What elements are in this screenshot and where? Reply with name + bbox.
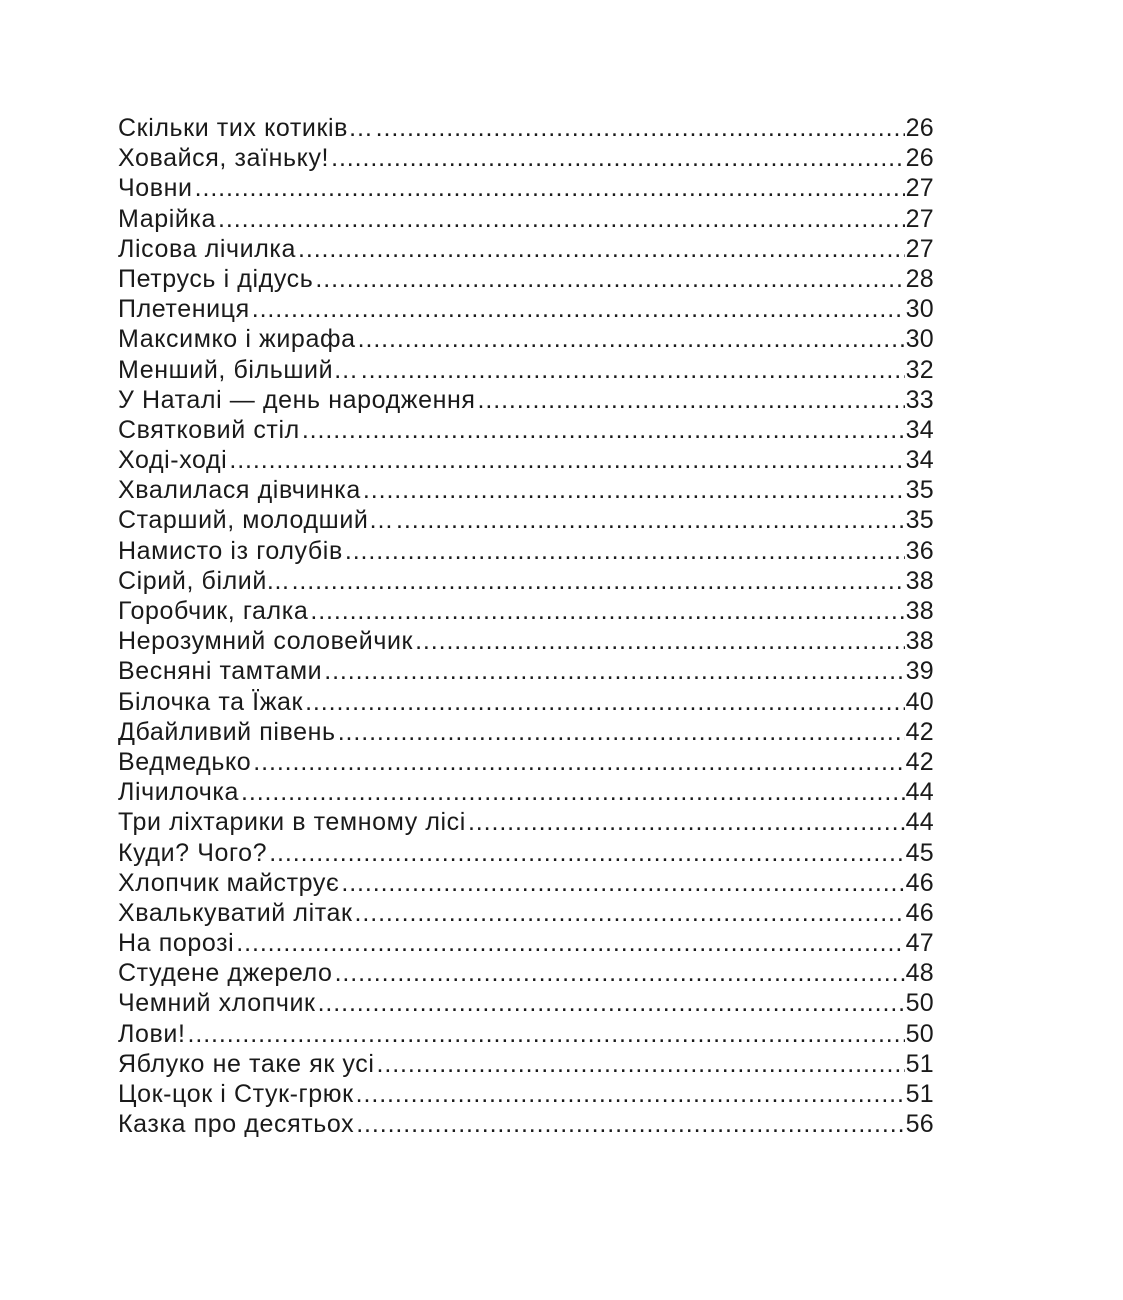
dot-leader bbox=[356, 1079, 905, 1109]
dot-leader bbox=[361, 355, 905, 385]
toc-entry-title: Менший, більший… bbox=[118, 355, 359, 384]
dot-leader bbox=[478, 385, 905, 415]
toc-entry[interactable] bbox=[118, 1109, 934, 1139]
toc-entry-page-number: 40 bbox=[905, 687, 934, 716]
toc-entry[interactable] bbox=[118, 747, 934, 777]
dot-leader bbox=[298, 234, 905, 264]
toc-entry-title: Дбайливий півень bbox=[118, 717, 336, 746]
toc-entry[interactable] bbox=[118, 143, 934, 173]
dot-leader bbox=[355, 898, 905, 928]
toc-entry-page-number: 26 bbox=[905, 144, 934, 173]
toc-entry[interactable] bbox=[118, 656, 934, 686]
toc-entry-page-number: 45 bbox=[905, 838, 934, 867]
toc-entry-title: На порозі bbox=[118, 929, 235, 958]
dot-leader bbox=[292, 566, 905, 596]
toc-entry[interactable] bbox=[118, 687, 934, 717]
toc-entry-page-number: 28 bbox=[905, 264, 934, 293]
toc-entry-page-number: 48 bbox=[905, 959, 934, 988]
toc-entry-title: Лічилочка bbox=[118, 778, 239, 807]
toc-entry-page-number: 38 bbox=[905, 627, 934, 656]
toc-entry-page-number: 39 bbox=[905, 657, 934, 686]
dot-leader bbox=[338, 717, 905, 747]
toc-entry-page-number: 32 bbox=[905, 355, 934, 384]
table-of-contents bbox=[118, 113, 934, 1139]
toc-entry-title: Весняні тамтами bbox=[118, 657, 323, 686]
toc-entry[interactable] bbox=[118, 626, 934, 656]
toc-entry-page-number: 46 bbox=[905, 868, 934, 897]
toc-entry-title: Білочка та Їжак bbox=[118, 687, 304, 716]
dot-leader bbox=[415, 626, 905, 656]
toc-entry[interactable] bbox=[118, 807, 934, 837]
toc-entry[interactable] bbox=[118, 1079, 934, 1109]
dot-leader bbox=[305, 687, 905, 717]
toc-entry-page-number: 30 bbox=[905, 325, 934, 354]
toc-entry-title: Лови! bbox=[118, 1019, 186, 1048]
toc-entry[interactable] bbox=[118, 173, 934, 203]
toc-entry-page-number: 47 bbox=[905, 929, 934, 958]
toc-entry-title: Куди? Чого? bbox=[118, 838, 268, 867]
dot-leader bbox=[324, 656, 904, 686]
toc-entry-title: Сірий, білий... bbox=[118, 566, 290, 595]
toc-entry-title: Три ліхтарики в темному лісі bbox=[118, 808, 466, 837]
toc-entry-title: Казка про десятьох bbox=[118, 1110, 355, 1139]
toc-entry-page-number: 30 bbox=[905, 295, 934, 324]
toc-entry-title: Старший, молодший… bbox=[118, 506, 395, 535]
toc-entry[interactable] bbox=[118, 234, 934, 264]
toc-entry[interactable] bbox=[118, 596, 934, 626]
toc-entry-page-number: 51 bbox=[905, 1049, 934, 1078]
dot-leader bbox=[356, 1109, 904, 1139]
toc-entry-page-number: 50 bbox=[905, 1019, 934, 1048]
toc-entry[interactable] bbox=[118, 445, 934, 475]
toc-entry-title: Святковий стіл bbox=[118, 415, 300, 444]
toc-entry[interactable] bbox=[118, 898, 934, 928]
toc-entry-title: Горобчик, галка bbox=[118, 597, 309, 625]
toc-entry-page-number: 44 bbox=[905, 808, 934, 837]
toc-entry-page-number: 36 bbox=[905, 536, 934, 565]
toc-entry[interactable] bbox=[118, 264, 934, 294]
toc-entry-title: У Наталі — день народження bbox=[118, 385, 476, 414]
toc-entry-page-number: 50 bbox=[905, 989, 934, 1018]
toc-entry-page-number: 26 bbox=[905, 114, 934, 142]
dot-leader bbox=[229, 445, 904, 475]
toc-entry-title: Ході-ході bbox=[118, 446, 228, 475]
toc-entry-title: Цок-цок і Стук-грюк bbox=[118, 1080, 354, 1108]
dot-leader bbox=[302, 415, 905, 445]
toc-entry[interactable] bbox=[118, 113, 934, 143]
toc-entry[interactable] bbox=[118, 958, 934, 988]
toc-entry-page-number: 27 bbox=[905, 204, 934, 233]
toc-entry[interactable] bbox=[118, 1049, 934, 1079]
dot-leader bbox=[345, 536, 905, 566]
dot-leader bbox=[468, 807, 905, 837]
toc-entry-page-number: 34 bbox=[905, 415, 934, 444]
toc-entry-title: Ховайся, заїньку! bbox=[118, 144, 330, 173]
toc-entry[interactable] bbox=[118, 717, 934, 747]
dot-leader bbox=[195, 173, 905, 203]
toc-entry[interactable] bbox=[118, 566, 934, 596]
toc-entry-page-number: 44 bbox=[905, 778, 934, 807]
toc-entry-title: Петрусь і дідусь bbox=[118, 264, 314, 293]
toc-entry-page-number: 42 bbox=[905, 717, 934, 746]
toc-entry[interactable] bbox=[118, 415, 934, 445]
dot-leader bbox=[252, 294, 905, 324]
toc-entry[interactable] bbox=[118, 536, 934, 566]
toc-entry-title: Ведмедько bbox=[118, 747, 252, 776]
dot-leader bbox=[253, 747, 904, 777]
dot-leader bbox=[331, 143, 904, 173]
toc-entry-title: Човни bbox=[118, 174, 193, 203]
dot-leader bbox=[376, 113, 905, 143]
toc-entry-page-number: 35 bbox=[905, 476, 934, 505]
dot-leader bbox=[315, 264, 904, 294]
toc-entry[interactable] bbox=[118, 868, 934, 898]
toc-entry[interactable] bbox=[118, 838, 934, 868]
toc-entry-title: Хвалилася дівчинка bbox=[118, 476, 361, 505]
toc-entry-title: Яблуко не таке як усі bbox=[118, 1049, 375, 1078]
dot-leader bbox=[310, 596, 904, 626]
toc-entry[interactable] bbox=[118, 294, 934, 324]
dot-leader bbox=[188, 1019, 905, 1049]
dot-leader bbox=[318, 988, 905, 1018]
toc-entry[interactable] bbox=[118, 355, 934, 385]
toc-entry-title: Хвалькуватий літак bbox=[118, 898, 353, 927]
toc-entry-page-number: 56 bbox=[905, 1110, 934, 1139]
toc-entry-title: Марійка bbox=[118, 204, 217, 233]
dot-leader bbox=[363, 475, 905, 505]
toc-entry-title: Нерозумний соловейчик bbox=[118, 627, 414, 656]
toc-entry-title: Намисто із голубів bbox=[118, 536, 343, 565]
toc-entry-page-number: 35 bbox=[905, 506, 934, 535]
dot-leader bbox=[358, 324, 905, 354]
toc-entry[interactable] bbox=[118, 324, 934, 354]
toc-entry[interactable] bbox=[118, 777, 934, 807]
toc-entry[interactable] bbox=[118, 988, 934, 1018]
dot-leader bbox=[396, 505, 905, 535]
toc-entry-page-number: 42 bbox=[905, 747, 934, 776]
dot-leader bbox=[218, 204, 905, 234]
dot-leader bbox=[236, 928, 904, 958]
toc-entry[interactable] bbox=[118, 475, 934, 505]
toc-entry-page-number: 38 bbox=[905, 566, 934, 595]
toc-entry[interactable] bbox=[118, 928, 934, 958]
toc-entry-page-number: 46 bbox=[905, 898, 934, 927]
toc-entry[interactable] bbox=[118, 385, 934, 415]
toc-entry-page-number: 34 bbox=[905, 446, 934, 475]
toc-entry-title: Плетениця bbox=[118, 295, 250, 324]
toc-entry[interactable] bbox=[118, 204, 934, 234]
dot-leader bbox=[335, 958, 905, 988]
toc-entry-page-number: 51 bbox=[905, 1080, 934, 1108]
toc-entry[interactable] bbox=[118, 505, 934, 535]
toc-entry-page-number: 27 bbox=[905, 234, 934, 263]
toc-entry-page-number: 27 bbox=[905, 174, 934, 203]
dot-leader bbox=[377, 1049, 905, 1079]
toc-entry-page-number: 38 bbox=[905, 597, 934, 625]
toc-entry-title: Лісова лічилка bbox=[118, 234, 297, 263]
dot-leader bbox=[269, 838, 904, 868]
toc-entry-title: Максимко і жирафа bbox=[118, 325, 356, 354]
toc-entry[interactable] bbox=[118, 1019, 934, 1049]
toc-entry-page-number: 33 bbox=[905, 385, 934, 414]
toc-entry-title: Скільки тих котиків… bbox=[118, 114, 374, 142]
toc-entry-title: Хлопчик майструє bbox=[118, 868, 340, 897]
dot-leader bbox=[241, 777, 905, 807]
toc-entry-title: Чемний хлопчик bbox=[118, 989, 316, 1018]
toc-entry-title: Студене джерело bbox=[118, 959, 333, 988]
dot-leader bbox=[341, 868, 904, 898]
